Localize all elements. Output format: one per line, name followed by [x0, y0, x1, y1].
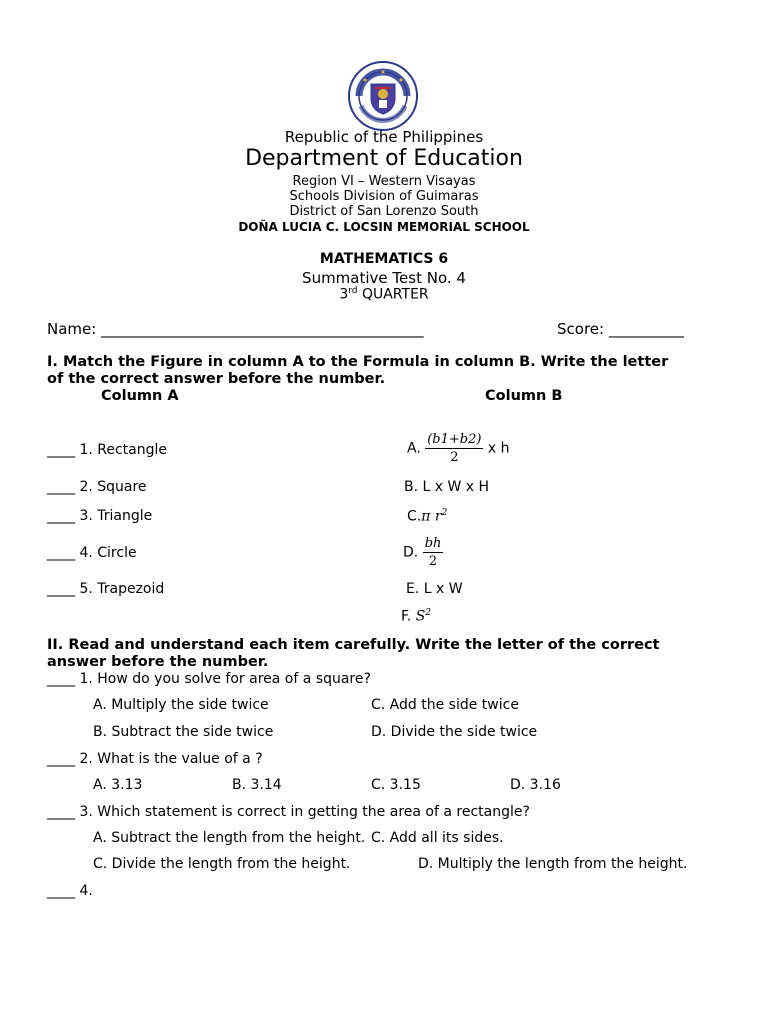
department-title: Department of Education: [245, 146, 523, 171]
col-a-item-circle: ____ 4. Circle: [47, 545, 137, 561]
republic-line: Republic of the Philippines: [284, 128, 484, 146]
q1-choice-b: B. Subtract the side twice: [93, 724, 274, 740]
q3-choice-d: D. Multiply the length from the height.: [418, 856, 688, 872]
score-field[interactable]: Score: __________: [557, 320, 684, 338]
quarter-line: 3rd QUARTER: [339, 286, 429, 303]
formula-suffix: x h: [487, 440, 510, 457]
division-line: Schools Division of Guimaras: [289, 189, 479, 204]
subject-title: MATHEMATICS 6: [319, 251, 449, 267]
question-4-stem: ____ 4.: [47, 883, 93, 899]
q3-choice-c: C. Add all its sides.: [371, 830, 504, 846]
column-a-header: Column A: [101, 388, 179, 404]
question-2-stem: ____ 2. What is the value of a ?: [47, 751, 263, 767]
part2-instruction-line2: answer before the number.: [47, 654, 269, 670]
district-line: District of San Lorenzo South: [289, 204, 479, 219]
col-b-item-d: D. $\frac{bh}{2}$: [403, 536, 442, 569]
school-name: DOÑA LUCIA C. LOCSIN MEMORIAL SCHOOL: [238, 220, 530, 234]
q2-choice-d: D. 3.16: [510, 777, 561, 793]
region-line: Region VI – Western Visayas: [292, 174, 476, 189]
col-a-item-rectangle: ____ 1. Rectangle: [47, 442, 167, 458]
question-1-stem: ____ 1. How do you solve for area of a square?: [47, 671, 371, 687]
col-b-item-b: B. L x W x H: [404, 479, 490, 495]
trapezoid-formula-fraction: $\frac{(b1+b2)}{2}$: [427, 432, 482, 465]
q3-choice-a: A. Subtract the length from the height.: [93, 830, 366, 846]
col-b-item-e: E. L x W: [406, 581, 463, 597]
q1-choice-c: C. Add the side twice: [371, 697, 519, 713]
name-field[interactable]: Name: ___________________________________________: [47, 320, 424, 338]
part1-instruction-line1: I. Match the Figure in column A to the Formula in column B. Write the letter: [47, 354, 669, 370]
col-a-item-triangle: ____ 3. Triangle: [47, 508, 153, 524]
col-a-item-square: ____ 2. Square: [47, 479, 147, 495]
triangle-formula-fraction: $\frac{bh}{2}$: [424, 536, 442, 569]
q3-choice-c-divide: C. Divide the length from the height.: [93, 856, 351, 872]
option-letter: A.: [407, 440, 421, 457]
col-b-item-f: F. $S^2$: [401, 608, 432, 625]
q1-choice-a: A. Multiply the side twice: [93, 697, 269, 713]
q2-choice-b: B. 3.14: [232, 777, 282, 793]
deped-seal-logo: [345, 60, 421, 132]
question-3-stem: ____ 3. Which statement is correct in getting the area of a rectangle?: [47, 804, 530, 820]
part2-instruction-line1: II. Read and understand each item carefully. Write the letter of the correct: [47, 637, 660, 653]
column-b-header: Column B: [485, 388, 563, 404]
test-title: Summative Test No. 4: [302, 269, 466, 287]
q2-choice-a: A. 3.13: [93, 777, 143, 793]
part1-instruction-line2: of the correct answer before the number.: [47, 371, 386, 387]
col-b-item-a: [407, 431, 510, 466]
col-a-item-trapezoid: ____ 5. Trapezoid: [47, 581, 165, 597]
q2-choice-c: C. 3.15: [371, 777, 421, 793]
q1-choice-d: D. Divide the side twice: [371, 724, 538, 740]
col-b-item-c: C.π $r^2$: [407, 508, 448, 525]
